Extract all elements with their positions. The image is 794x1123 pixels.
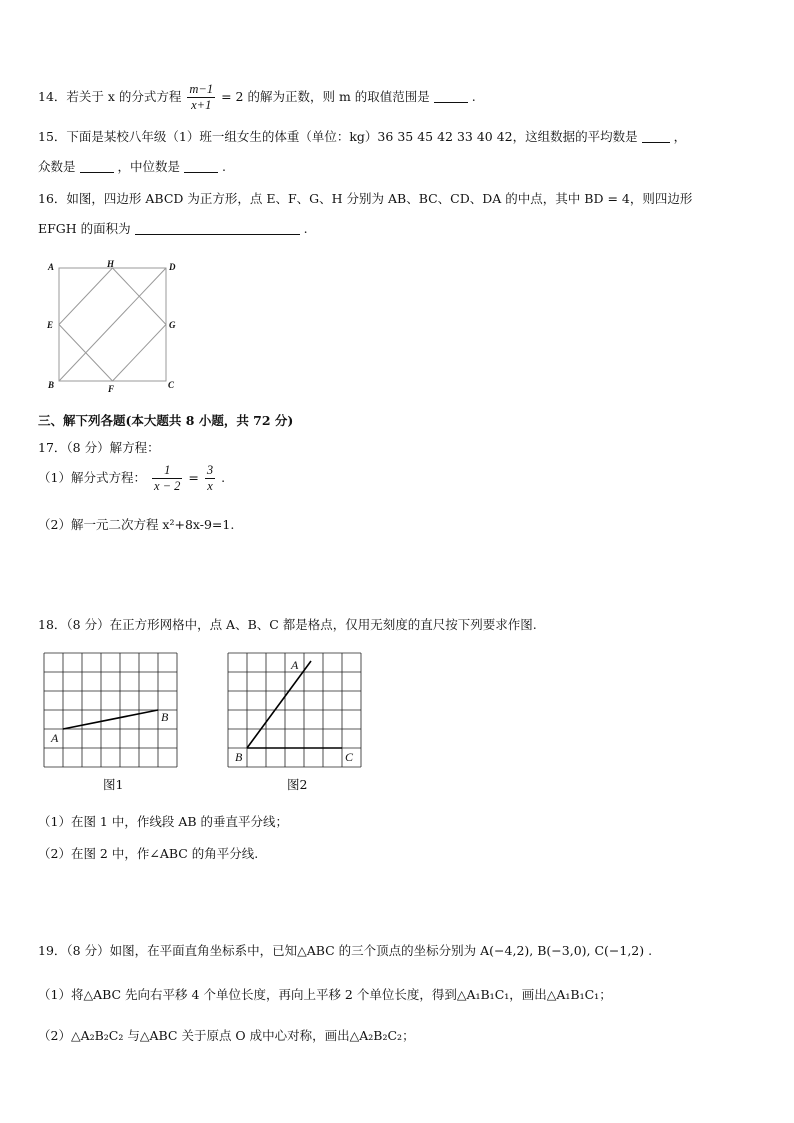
q17-frac1-den: x − 2 bbox=[153, 479, 181, 493]
label-b: B bbox=[48, 380, 55, 390]
question-16-line-1 bbox=[38, 189, 692, 207]
label-f: F bbox=[108, 384, 115, 394]
q18-figure-2-grid bbox=[227, 652, 365, 770]
q14-fraction bbox=[187, 82, 215, 113]
q16-text: 16．如图，四边形 ABCD 为正方形，点 E、F、G、H 分别为 AB、BC、CD、DA 的中点，其中 BD = 4，则四边形 bbox=[38, 191, 693, 206]
fig1-label-a: A bbox=[51, 731, 59, 745]
q18-fig2-caption: 图2 bbox=[287, 777, 308, 792]
q17-title: 17．（8 分）解方程： bbox=[38, 440, 160, 455]
fig2-label-b: B bbox=[235, 750, 243, 764]
q18-figure-1-grid bbox=[43, 652, 181, 770]
q17-fraction-2 bbox=[205, 463, 215, 494]
segment-ab bbox=[63, 710, 158, 729]
label-g: G bbox=[169, 320, 176, 330]
q14-frac-num: m−1 bbox=[189, 82, 214, 96]
q15-mean-blank[interactable] bbox=[642, 130, 670, 143]
q17-part1-prefix: （1）解分式方程： bbox=[38, 470, 146, 485]
q17-equals: = bbox=[188, 470, 199, 485]
q17-frac1-num: 1 bbox=[152, 463, 182, 479]
label-c: C bbox=[168, 380, 175, 390]
q14-prefix: 14．若关于 x 的分式方程 bbox=[38, 89, 182, 104]
question-15-line-2 bbox=[38, 157, 226, 175]
q18-fig1-caption: 图1 bbox=[103, 777, 124, 792]
diagonal-bd bbox=[59, 268, 166, 381]
q19-part-1: （1）将△ABC 先向右平移 4 个单位长度，再向上平移 2 个单位长度，得到△A₁B₁C₁，画出△A₁B₁C₁； bbox=[38, 987, 612, 1002]
segment-ba bbox=[247, 661, 311, 748]
q15-median-blank[interactable] bbox=[184, 160, 218, 173]
q16-area-label: EFGH 的面积为 bbox=[38, 221, 131, 236]
label-a: A bbox=[48, 262, 55, 272]
q19-part-2: （2）△A₂B₂C₂ 与△ABC 关于原点 O 成中心对称，画出△A₂B₂C₂； bbox=[38, 1028, 415, 1043]
q17-fraction-1 bbox=[152, 463, 182, 494]
q17-part-1 bbox=[38, 463, 225, 494]
q17-frac2-den: x bbox=[207, 479, 213, 493]
question-16-line-2 bbox=[38, 219, 308, 237]
q17-part1-end: . bbox=[221, 470, 226, 485]
q16-line2-end: . bbox=[303, 221, 308, 236]
q17-frac2-num: 3 bbox=[206, 463, 214, 477]
fig2-label-a: A bbox=[291, 658, 299, 672]
q14-suffix: = 2 的解为正数，则 m 的取值范围是 bbox=[221, 89, 430, 104]
label-d: D bbox=[169, 262, 176, 272]
section-3-title: 三、解下列各题(本大题共 8 小题，共 72 分) bbox=[38, 413, 294, 428]
label-e: E bbox=[47, 320, 54, 330]
q19-title: 19．（8 分）如图，在平面直角坐标系中，已知△ABC 的三个顶点的坐标分别为 A(−4,2), B(−3,0), C(−1,2) . bbox=[38, 943, 653, 958]
q15-mode-blank[interactable] bbox=[80, 160, 114, 173]
q14-frac-den: x+1 bbox=[191, 98, 212, 112]
q14-end: . bbox=[471, 89, 476, 104]
q15-line2-end: . bbox=[221, 159, 226, 174]
question-14 bbox=[38, 82, 476, 113]
q14-answer-blank[interactable] bbox=[434, 90, 468, 103]
q15-mode-label: 众数是 bbox=[38, 159, 76, 174]
q15-text: 15．下面是某校八年级（1）班一组女生的体重（单位：kg）36 35 45 42 33 40 42，这组数据的平均数是 bbox=[38, 129, 638, 144]
q15-median-label: ，中位数是 bbox=[117, 159, 180, 174]
question-15-line-1 bbox=[38, 127, 686, 145]
label-h: H bbox=[107, 259, 115, 269]
q18-part-1: （1）在图 1 中，作线段 AB 的垂直平分线； bbox=[38, 814, 289, 829]
fig2-label-c: C bbox=[345, 750, 354, 764]
q17-part-2: （2）解一元二次方程 x²+8x-9=1. bbox=[38, 517, 235, 532]
q15-line1-end: ， bbox=[673, 129, 687, 144]
q18-part-2: （2）在图 2 中，作∠ABC 的角平分线. bbox=[38, 846, 259, 861]
q16-area-blank[interactable] bbox=[135, 222, 300, 235]
fig1-label-b: B bbox=[161, 710, 169, 724]
q16-square-figure bbox=[44, 258, 184, 394]
q18-title: 18．（8 分）在正方形网格中，点 A、B、C 都是格点，仅用无刻度的直尺按下列要求作图. bbox=[38, 617, 537, 632]
